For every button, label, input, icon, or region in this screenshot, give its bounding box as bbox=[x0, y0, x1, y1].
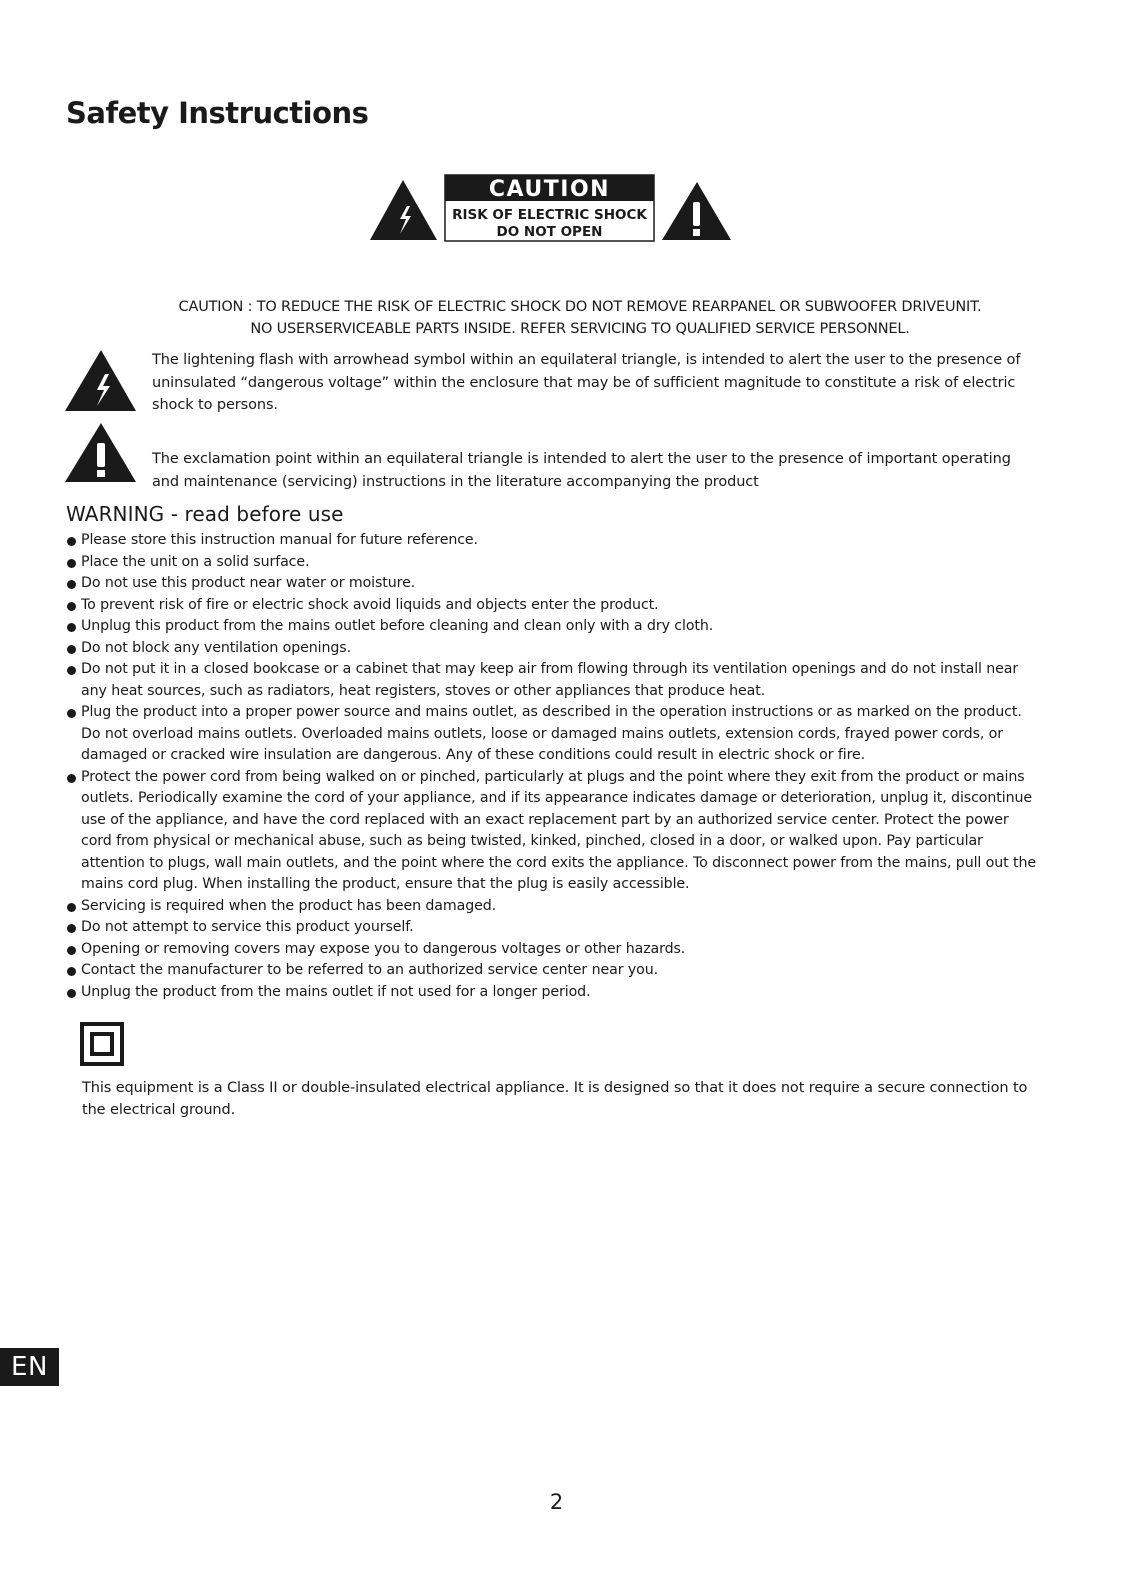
exclamation-symbol-text: The exclamation point within an equilateral triangle is intended to alert the user to the presence of important operating and maintenance (servicing) instructions in the literature accompanying the product bbox=[152, 451, 1011, 490]
warning-item: Do not block any ventilation openings. bbox=[66, 638, 1041, 660]
warning-item: To prevent risk of fire or electric shock avoid liquids and objects enter the product. bbox=[66, 595, 1041, 617]
lightning-symbol-text: The lightening flash with arrowhead symbol within an equilateral triangle, is intended to alert the user to the presence of uninsulated “dangerous voltage” within the enclosure that may be of sufficient magnitude to constitute a risk of electric shock to persons. bbox=[152, 352, 1021, 413]
warning-list bbox=[66, 530, 1041, 1003]
caution-line-2: DO NOT OPEN bbox=[496, 224, 603, 240]
warning-item: Do not put it in a closed bookcase or a cabinet that may keep air from flowing through its ventilation openings and do not install near any heat sources, such as radiators, heat registers, stoves or other appliances that produce heat. bbox=[66, 659, 1041, 702]
warning-item: Do not use this product near water or moisture. bbox=[66, 573, 1041, 595]
caution-heading: CAUTION bbox=[488, 177, 611, 202]
warning-item: Unplug the product from the mains outlet if not used for a longer period. bbox=[66, 982, 1041, 1004]
page-title: Safety Instructions bbox=[66, 96, 369, 130]
warning-item: Place the unit on a solid surface. bbox=[66, 552, 1041, 574]
class-ii-description: This equipment is a Class II or double-insulated electrical appliance. It is designed so that it does not require a secure connection to the electrical ground. bbox=[82, 1080, 1028, 1118]
warning-heading: WARNING - read before use bbox=[66, 502, 344, 526]
warning-item: Plug the product into a proper power source and mains outlet, as described in the operation instructions or as marked on the product. Do not overload mains outlets. Overloaded mains outlets, loose or damaged mains outlets, extension cords, frayed power cords, or damaged or cracked wire insulation are dangerous. Any of these conditions could result in electric shock or fire. bbox=[66, 702, 1041, 767]
warning-item: Please store this instruction manual for future reference. bbox=[66, 530, 1041, 552]
lightning-warning-icon bbox=[370, 180, 437, 240]
language-tab: EN bbox=[0, 1348, 59, 1386]
warning-item: Contact the manufacturer to be referred to an authorized service center near you. bbox=[66, 960, 1041, 982]
warning-item: Opening or removing covers may expose you to dangerous voltages or other hazards. bbox=[66, 939, 1041, 961]
caution-line-1: RISK OF ELECTRIC SHOCK bbox=[452, 207, 647, 223]
warning-item: Do not attempt to service this product yourself. bbox=[66, 917, 1041, 939]
caution-text-line-1: CAUTION : TO REDUCE THE RISK OF ELECTRIC SHOCK DO NOT REMOVE REARPANEL OR SUBWOOFER DRIVEUNIT. bbox=[178, 299, 982, 315]
lightning-triangle-icon bbox=[65, 350, 137, 412]
exclamation-warning-icon bbox=[662, 182, 731, 240]
caution-text bbox=[120, 296, 1040, 340]
class-ii-double-insulation-icon bbox=[80, 1022, 124, 1070]
caution-label-graphic bbox=[370, 174, 734, 242]
warning-item: Protect the power cord from being walked on or pinched, particularly at plugs and the point where they exit from the product or mains outlets. Periodically examine the cord of your appliance, and if its appearance indicates damage or deterioration, unplug it, discontinue use of the appliance, and have the cord replaced with an exact replacement part by an authorized service center. Protect the power cord from physical or mechanical abuse, such as being twisted, kinked, pinched, closed in a door, or walked upon. Pay particular attention to plugs, wall main outlets, and the point where the cord exits the appliance. To disconnect power from the mains, pull out the mains cord plug. When installing the product, ensure that the plug is easily accessible. bbox=[66, 767, 1041, 896]
page-number: 2 bbox=[549, 1490, 564, 1514]
warning-item: Servicing is required when the product has been damaged. bbox=[66, 896, 1041, 918]
caution-text-line-2: NO USERSERVICEABLE PARTS INSIDE. REFER SERVICING TO QUALIFIED SERVICE PERSONNEL. bbox=[250, 321, 910, 337]
exclamation-triangle-icon bbox=[65, 423, 137, 483]
caution-label bbox=[370, 174, 734, 242]
warning-item: Unplug this product from the mains outlet before cleaning and clean only with a dry cloth. bbox=[66, 616, 1041, 638]
